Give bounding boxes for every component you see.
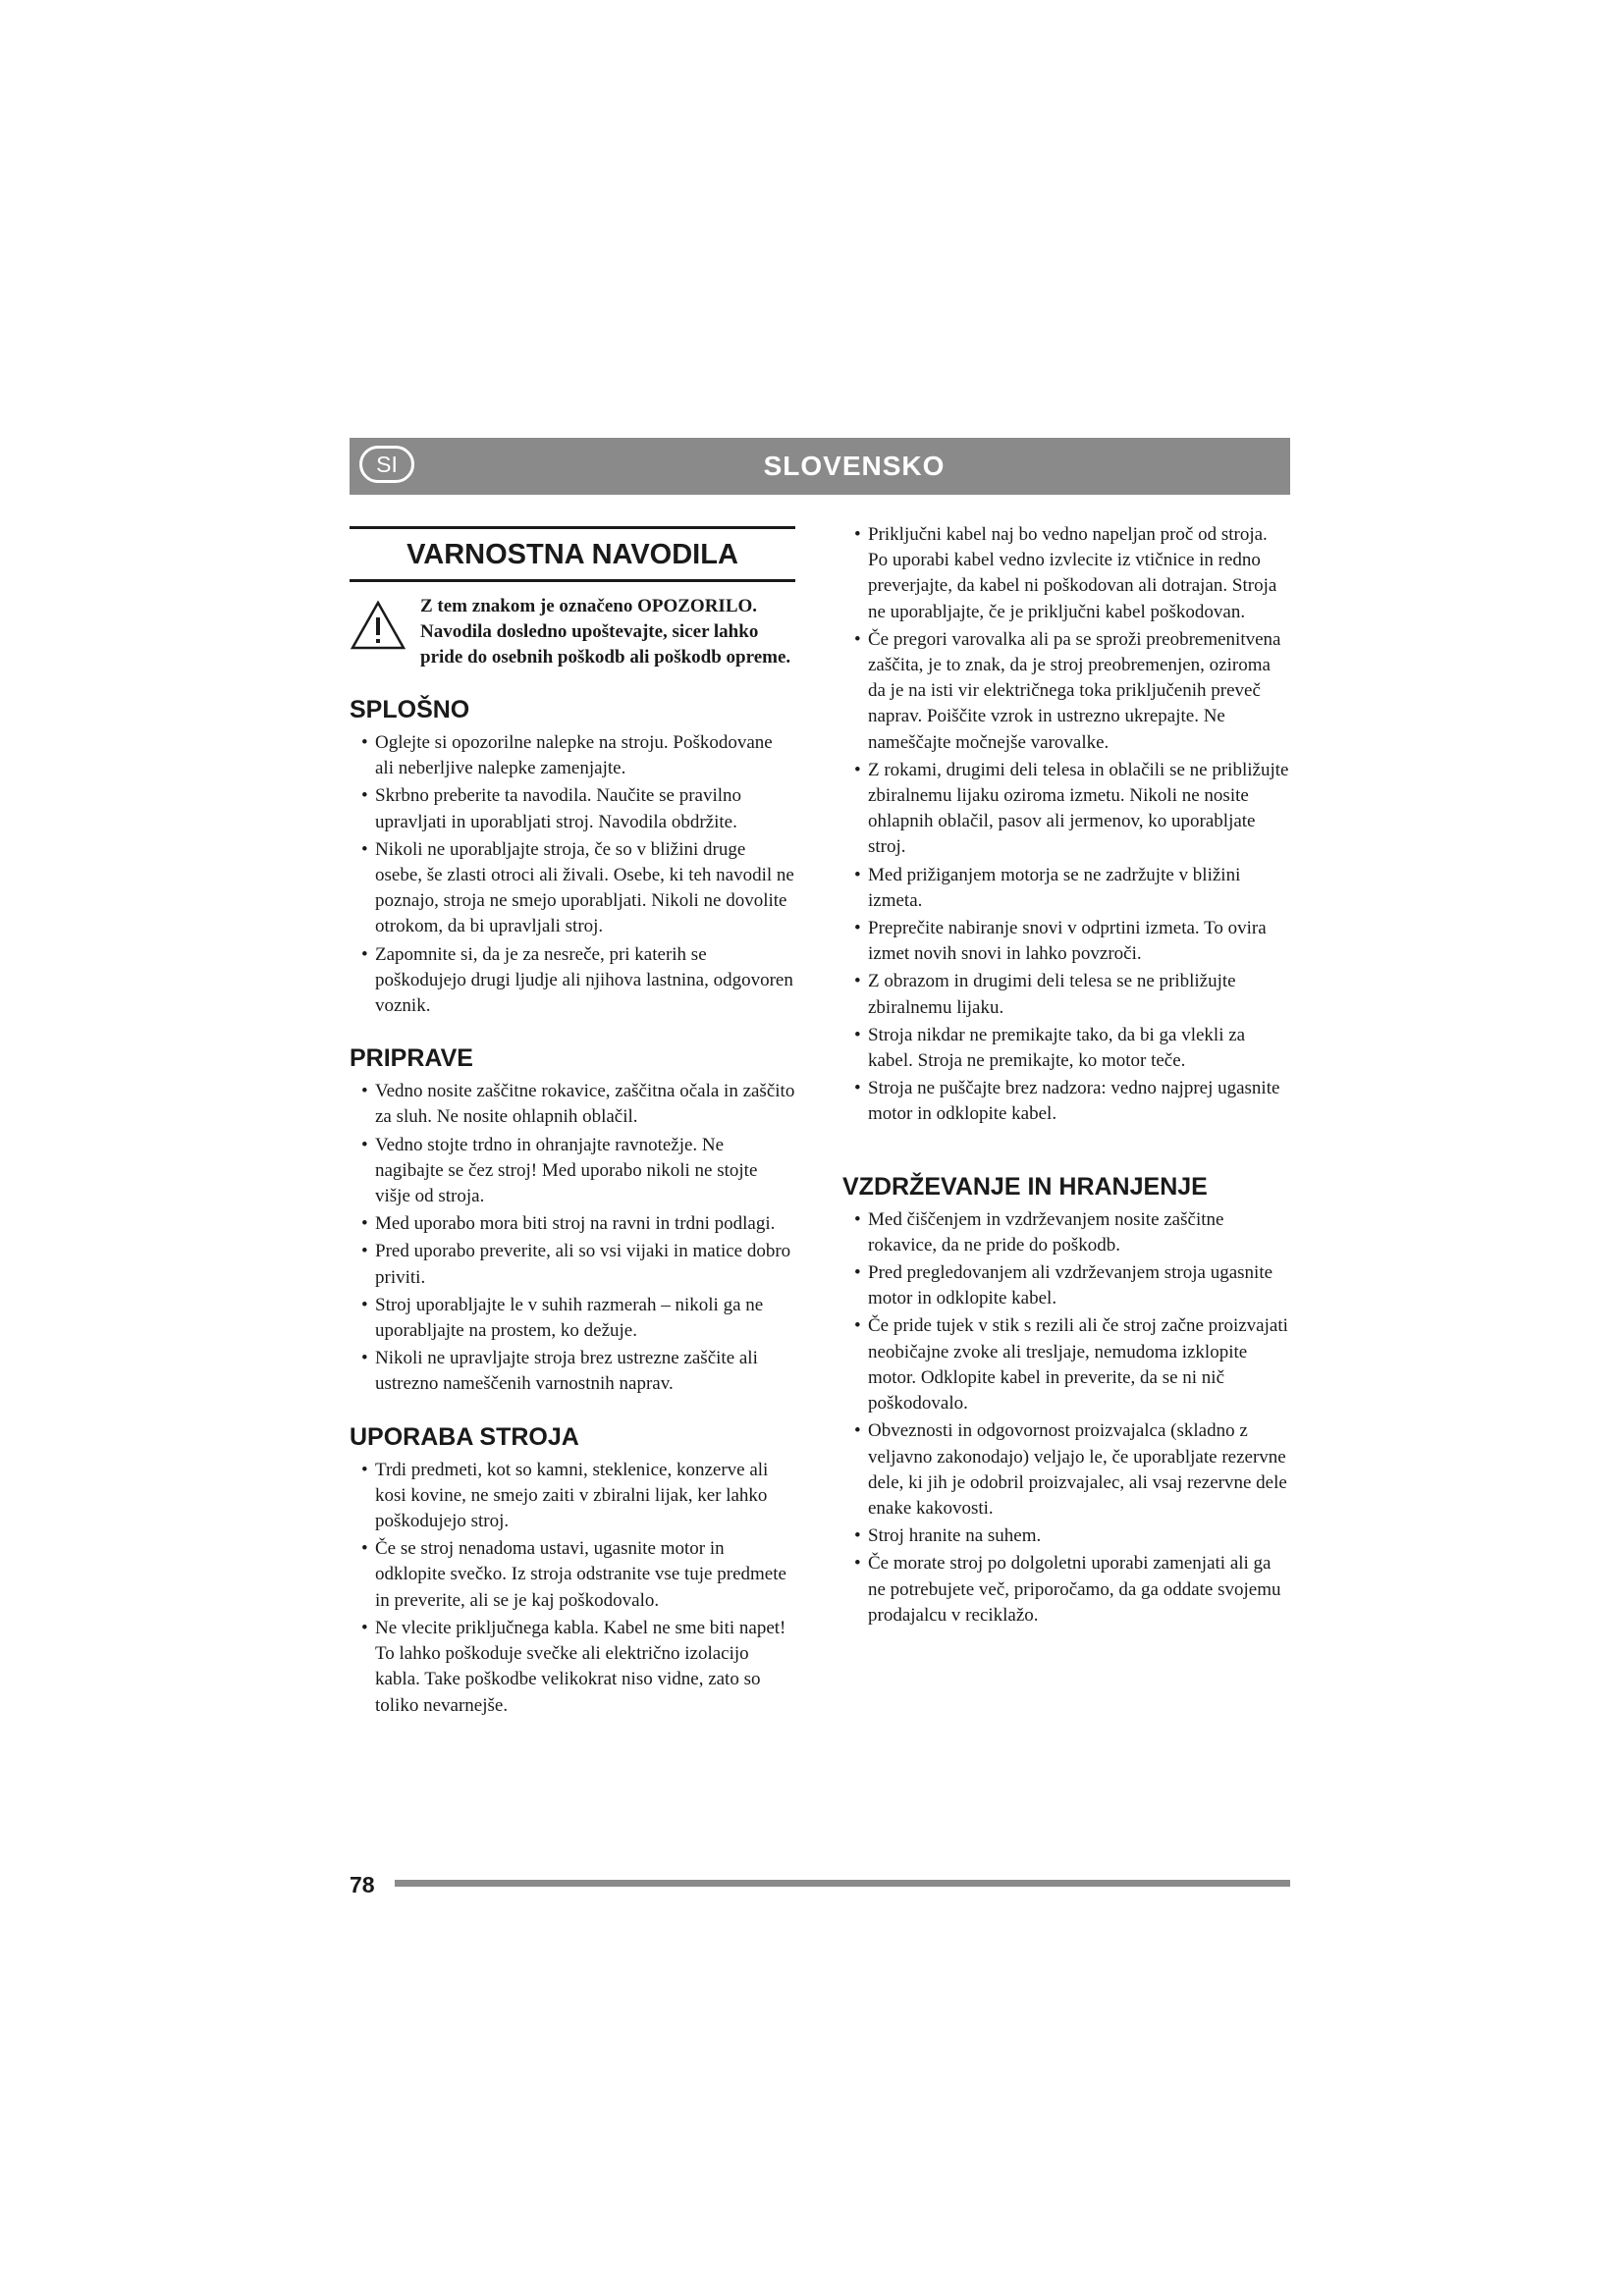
list-item: • Zapomnite si, da je za nesreče, pri katerih se poškodujejo drugi ljudje ali njihova lastnina, odgovoren voznik. (350, 942, 795, 1020)
list-item: • Stroj uporabljajte le v suhih razmerah – nikoli ga ne uporabljajte na prostem, ko dežuje. (350, 1293, 795, 1344)
list-item: • Trdi predmeti, kot so kamni, steklenice, konzerve ali kosi kovine, ne smejo zaiti v zbiralni lijak, ker lahko poškodujejo stroj. (350, 1458, 795, 1535)
page-title: VARNOSTNA NAVODILA (350, 526, 795, 582)
list-item: • Obveznosti in odgovornost proizvajalca (skladno z veljavno zakonodajo) veljajo le, če uporabljate rezervne dele, ki jih je odobril proizvajalec, ali vsaj rezervne dele enake kakovosti. (842, 1418, 1290, 1522)
list-item: • Pred uporabo preverite, ali so vsi vijaki in matice dobro priviti. (350, 1239, 795, 1290)
list-item: • Če se stroj nenadoma ustavi, ugasnite motor in odklopite svečko. Iz stroja odstranite vse tuje predmete in preverite, ali se je kaj poškodovalo. (350, 1536, 795, 1614)
list-item: • Ne vlecite priključnega kabla. Kabel ne sme biti napet! To lahko poškoduje svečke ali električno izolacijo kabla. Take poškodbe velikokrat niso vidne, zato so toliko nevarnejše. (350, 1616, 795, 1719)
list-item: • Preprečite nabiranje snovi v odprtini izmeta. To ovira izmet novih snovi in lahko povzroči. (842, 916, 1290, 967)
list-item: • Z rokami, drugimi deli telesa in oblačili se ne približujte zbiralnemu lijaku oziroma izmetu. Nikoli ne nosite ohlapnih oblačil, pasov ali jermenov, ko uporabljate stroj. (842, 758, 1290, 861)
list-item: • Oglejte si opozorilne nalepke na stroju. Poškodovane ali neberljive nalepke zamenjajte. (350, 730, 795, 781)
list-item: • Če pride tujek v stik s rezili ali če stroj začne proizvajati neobičajne zvoke ali tresljaje, nemudoma izklopite motor. Odklopite kabel in preverite, da se ni nič poškodovalo. (842, 1313, 1290, 1416)
page-number: 78 (350, 1872, 375, 1897)
general-list (350, 730, 795, 1019)
list-item: • Stroja ne puščajte brez nadzora: vedno najprej ugasnite motor in odklopite kabel. (842, 1076, 1290, 1127)
list-item: • Nikoli ne upravljajte stroja brez ustrezne zaščite ali ustrezno nameščenih varnostnih naprav. (350, 1346, 795, 1397)
operation-list-continued (842, 522, 1290, 1128)
list-item: • Stroj hranite na suhem. (842, 1523, 1290, 1549)
footer-rule (395, 1880, 1290, 1887)
operation-list (350, 1458, 795, 1719)
list-item: • Če morate stroj po dolgoletni uporabi zamenjati ali ga ne potrebujete več, priporočamo, da ga oddate svojemu prodajalcu v reciklažo. (842, 1551, 1290, 1629)
list-item: • Če pregori varovalka ali pa se sproži preobremenitvena zaščita, je to znak, da je stroj preobremenjen, oziroma da je na isti vir električnega toka priključenih preveč naprav. Poiščite vzrok in ustrezno ukrepajte. Ne nameščajte močnejše varovalke. (842, 627, 1290, 756)
language-code-badge: SI (359, 446, 414, 483)
list-item: • Med prižiganjem motorja se ne zadržujte v bližini izmeta. (842, 863, 1290, 914)
language-banner (350, 438, 1290, 495)
warning-text: Z tem znakom je označeno OPOZORILO. Navodila dosledno upoštevajte, sicer lahko pride do osebnih poškodb ali poškodb opreme. (420, 596, 791, 667)
list-item: • Vedno nosite zaščitne rokavice, zaščitna očala in zaščito za sluh. Ne nosite ohlapnih oblačil. (350, 1079, 795, 1130)
list-item: • Vedno stojte trdno in ohranjajte ravnotežje. Ne nagibajte se čez stroj! Med uporabo nikoli ne stojte višje od stroja. (350, 1133, 795, 1210)
list-item: • Med čiščenjem in vzdrževanjem nosite zaščitne rokavice, da ne pride do poškodb. (842, 1207, 1290, 1258)
section-title-maintenance: VZDRŽEVANJE IN HRANJENJE (842, 1172, 1208, 1201)
list-item: • Pred pregledovanjem ali vzdrževanjem stroja ugasnite motor in odklopite kabel. (842, 1260, 1290, 1311)
section-title-operation: UPORABA STROJA (350, 1422, 579, 1451)
list-item: • Z obrazom in drugimi deli telesa se ne približujte zbiralnemu lijaku. (842, 969, 1290, 1020)
maintenance-list (842, 1207, 1290, 1629)
section-title-preparations: PRIPRAVE (350, 1044, 473, 1073)
section-title-general: SPLOŠNO (350, 696, 470, 723)
warning-block (350, 594, 795, 670)
language-title: SLOVENSKO (763, 451, 946, 481)
right-column (842, 522, 1290, 1630)
list-item: • Stroja nikdar ne premikajte tako, da bi ga vlekli za kabel. Stroja ne premikajte, ko motor teče. (842, 1023, 1290, 1074)
list-item: • Med uporabo mora biti stroj na ravni in trdni podlagi. (350, 1211, 795, 1237)
list-item: • Skrbno preberite ta navodila. Naučite se pravilno upravljati in uporabljati stroj. Navodila obdržite. (350, 783, 795, 834)
list-item: • Nikoli ne uporabljajte stroja, če so v bližini druge osebe, še zlasti otroci ali živali. Osebe, ki teh navodil ne poznajo, stroja ne smejo uporabljati. Nikoli ne dovolite otrokom, da bi upravljali stroj. (350, 837, 795, 940)
list-item: • Priključni kabel naj bo vedno napeljan proč od stroja. Po uporabi kabel vedno izvlecite iz vtičnice in redno preverjajte, da kabel ni poškodovan ali dotrajan. Stroja ne uporabljajte, če je priključni kabel poškodovan. (842, 522, 1290, 625)
preparations-list (350, 1079, 795, 1397)
warning-triangle-icon (350, 594, 412, 670)
left-column (350, 522, 795, 1721)
